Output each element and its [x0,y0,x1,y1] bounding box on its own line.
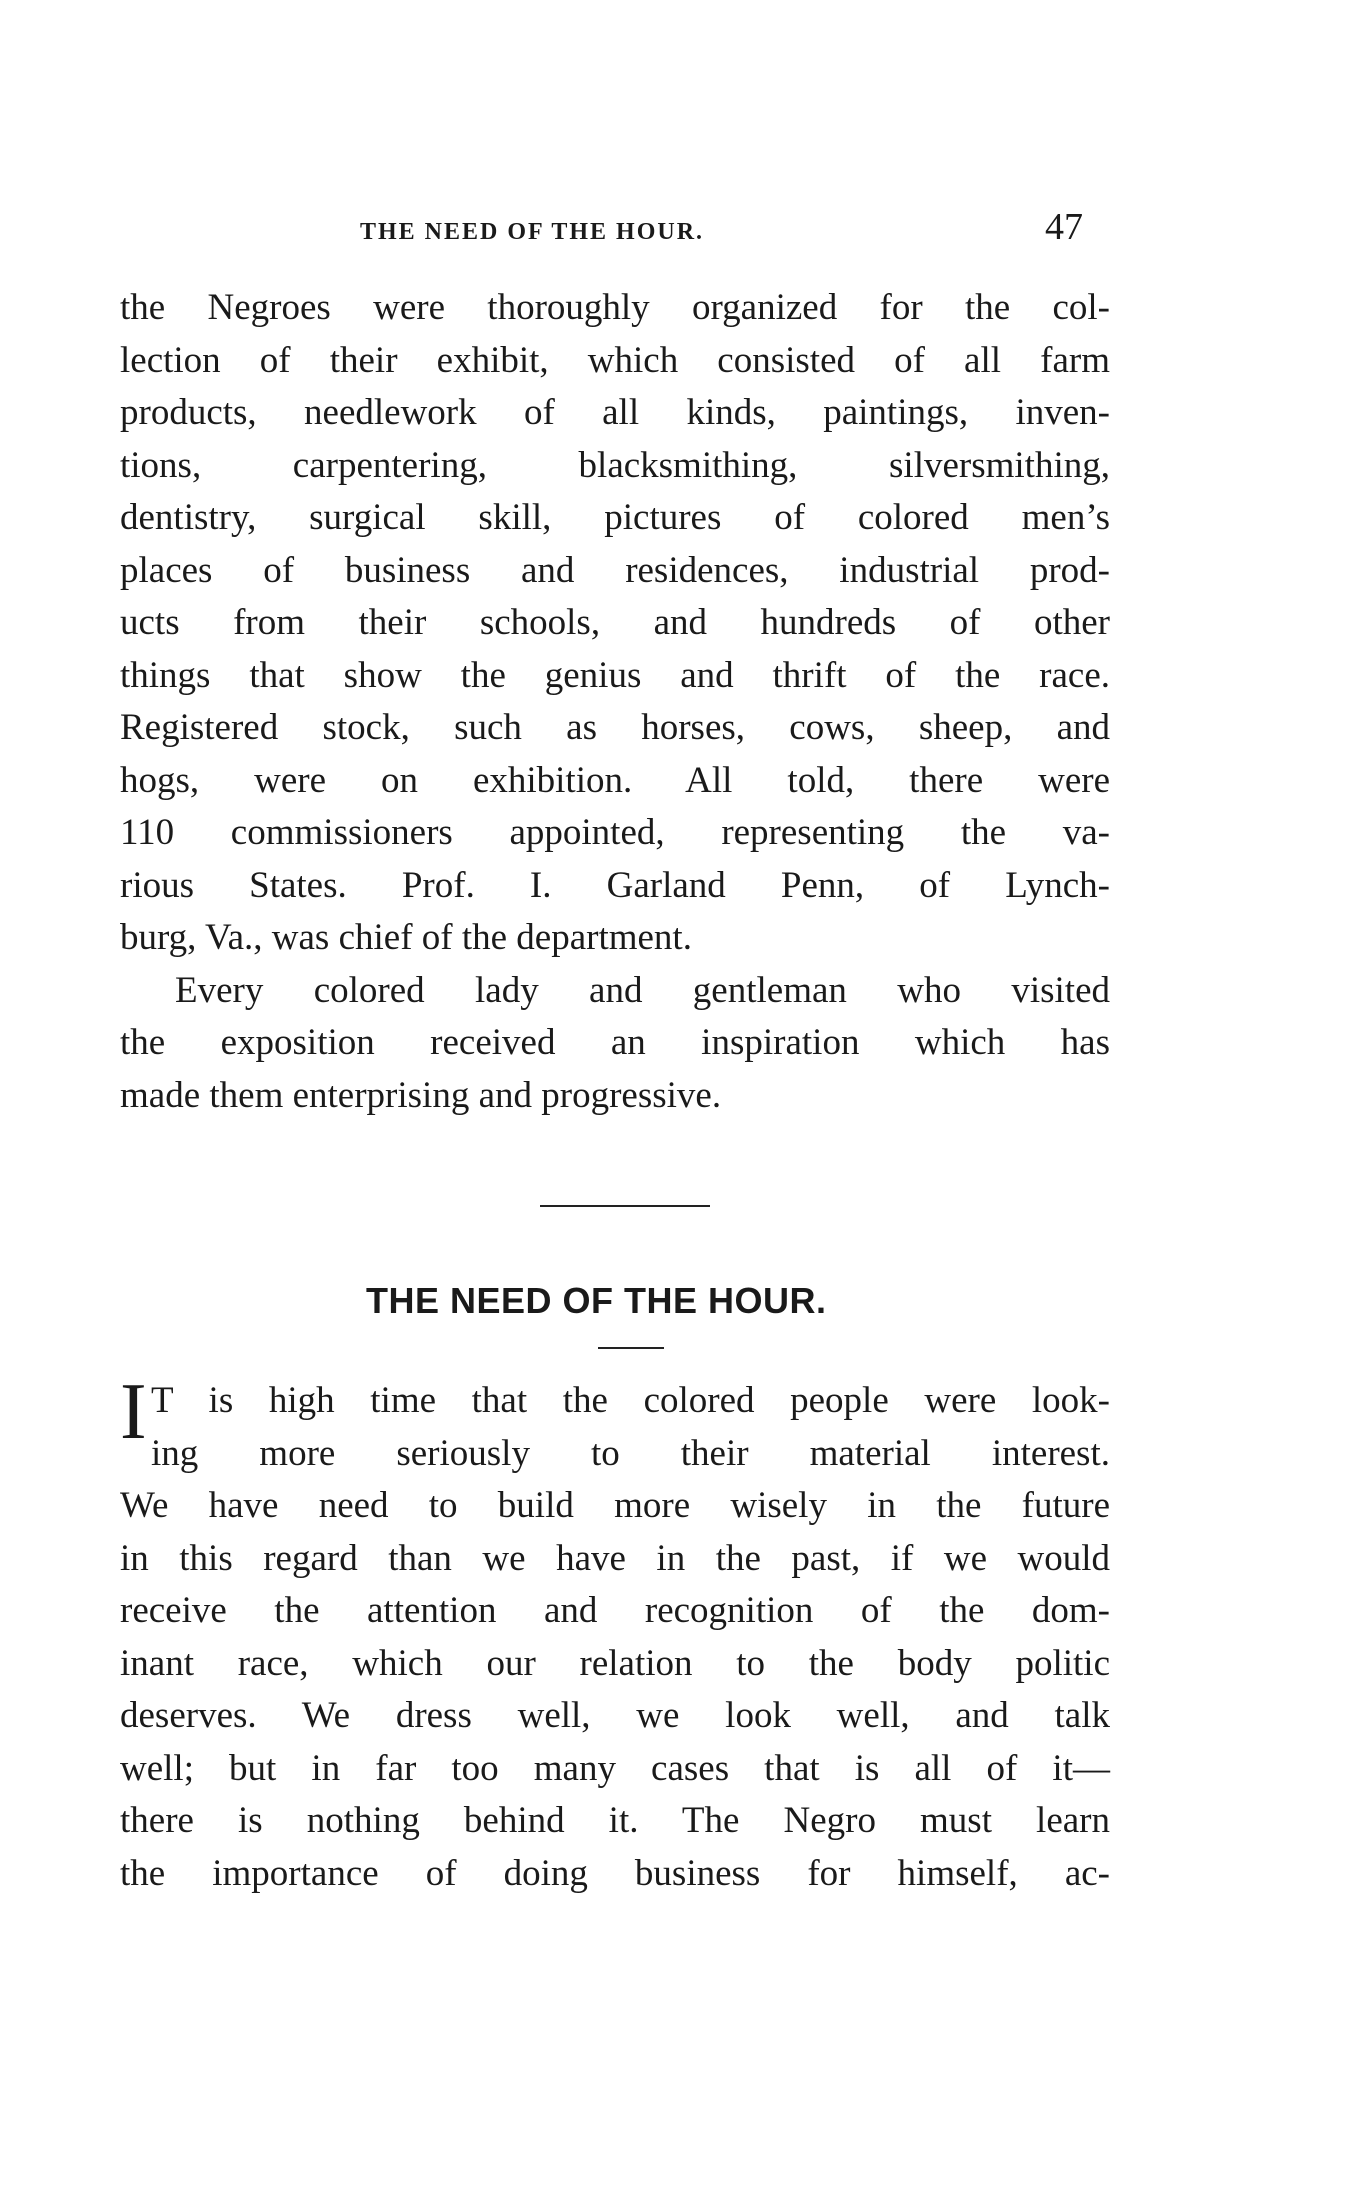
section-heading: THE NEED OF THE HOUR. [366,1280,827,1321]
text-line: Registered stock, such as horses, cows, sheep, and [120,707,1110,748]
text-line: well; but in far too many cases that is all of it— [120,1747,1110,1789]
text-line: made them enterprising and progressive. [120,1074,722,1116]
text-line: places of business and residences, industrial prod- [120,549,1110,591]
text-line: ucts from their schools, and hundreds of other [120,602,1110,643]
text-line: deserves. We dress well, we look well, and talk [120,1695,1110,1736]
text-line: burg, Va., was chief of the department. [120,917,692,958]
text-line: receive the attention and recognition of the dom- [120,1590,1110,1631]
text-line: We have need to build more wisely in the future [120,1485,1110,1526]
text-line: the exposition received an inspiration which has [120,1022,1110,1063]
text-line: dentistry, surgical skill, pictures of colored men’s [120,497,1110,538]
text-line: 110 commissioners appointed, representing the va- [120,812,1110,853]
section-body [120,1375,1110,1900]
text-line: the importance of doing business for himself, ac- [120,1852,1110,1894]
text-line: inant race, which our relation to the body politic [120,1642,1110,1684]
text-line: T is high time that the colored people were look- [151,1380,1110,1421]
text-line: hogs, were on exhibition. All told, there were [120,759,1110,801]
text-line: in this regard than we have in the past, if we would [120,1537,1110,1579]
text-line: Every colored lady and gentleman who visited [175,969,1110,1011]
text-line: the Negroes were thoroughly organized for the col- [120,287,1110,328]
text-line: there is nothing behind it. The Negro must learn [120,1800,1110,1841]
heading-underline-rule [598,1347,664,1349]
text-line: things that show the genius and thrift of the race. [120,654,1110,696]
text-line: lection of their exhibit, which consisted of all farm [120,339,1110,381]
running-head [120,205,1110,265]
page-number: 47 [1045,206,1083,248]
running-title: THE NEED OF THE HOUR. [360,219,705,245]
text-line: tions, carpentering, blacksmithing, silversmithing, [120,444,1110,486]
text-line: rious States. Prof. I. Garland Penn, of Lynch- [120,864,1110,906]
drop-cap: I [120,1368,147,1456]
text-line: products, needlework of all kinds, paintings, inven- [120,392,1110,433]
text-line: ing more seriously to their material interest. [151,1432,1110,1474]
section-separator-rule [540,1205,710,1207]
continued-text [120,282,1110,1122]
